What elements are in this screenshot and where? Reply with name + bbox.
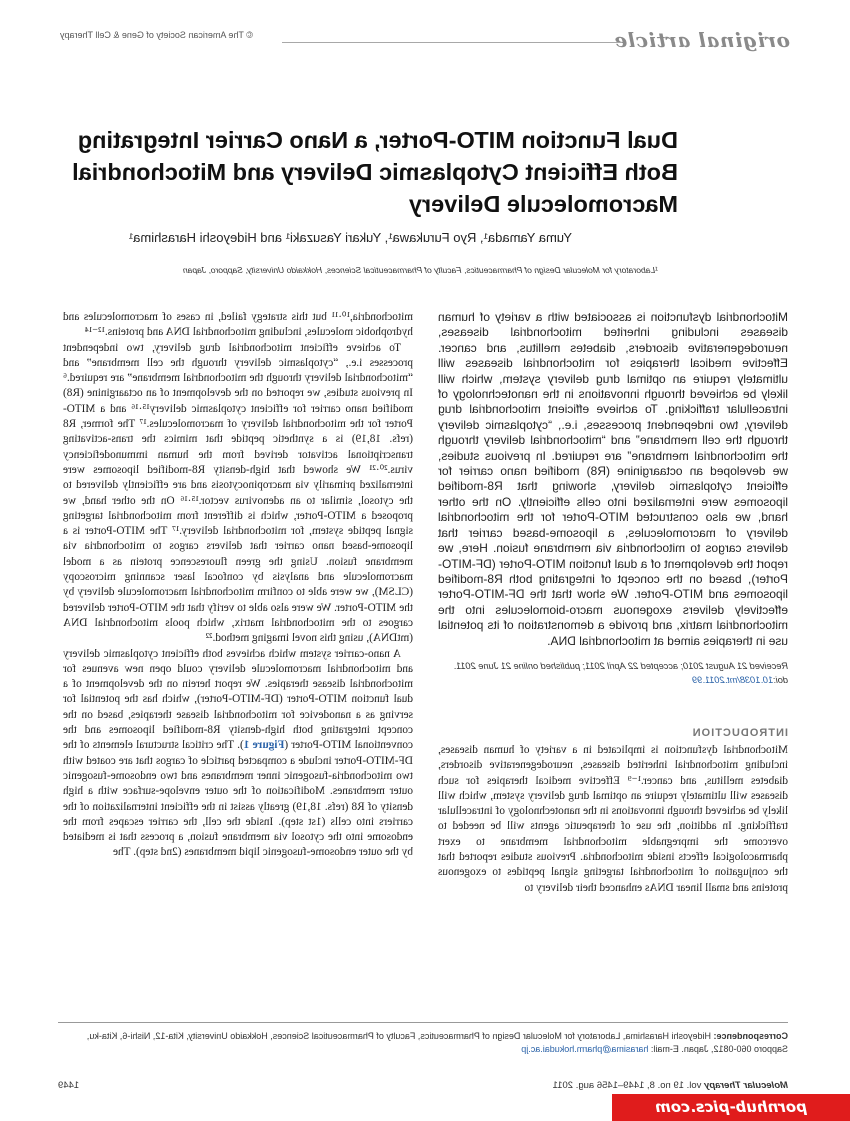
introduction-heading: INTRODUCTION [691,726,788,739]
journal-issue: vol. 19 no. 8, 1449–1456 aug. 2011 [552,1080,702,1091]
watermark-banner: pornhub-pics.com [612,1094,850,1121]
footnote-divider [58,1022,788,1023]
journal-name: Molecular Therapy [704,1080,788,1091]
body-paragraph: mitochondria,¹⁰·¹¹ but this strategy failed, in cases of macromolecules and hydrophobic molecules, including mitochondrial DNA and proteins.¹²⁻¹⁴ [63,311,413,339]
page-number: 1449 [58,1080,80,1091]
page-header [60,28,790,52]
right-column [63,310,413,861]
received-dates [438,659,788,687]
copyright-notice: © The American Society of Gene & Cell Therapy [60,30,253,40]
correspondence-label: Correspondence: [713,1031,788,1041]
abstract-text: Mitochondrial dysfunction is associated with a variety of human diseases including inherited mitochondrial diseases, neurodegenerative disorders, diabetes mellitus, and cancer. Effective medical therapies for mitochondrial diseases will ultimately require an optimal drug delivery system, which will likely be achieved through innovations in the nanotechnology of intracellular trafficking. To achieve efficient mitochondrial drug delivery, two independent processes, i.e., “cytoplasmic delivery through the cell membrane” and “mitochondrial delivery through the mitochondrial membrane” are required. In previous studies, we developed an octaarginine (R8) modified nano carrier for efficient cytoplasmic delivery, showing that R8-modified liposomes were internalized into cells efficiently. On the other hand, we also constructed MITO-Porter for the mitochondrial delivery of macromolecules, a liposome-based carrier that delivers cargos to mitochondria via membrane fusion. Here, we report the development of a dual function MITO-Porter (DF-MITO-Porter), based on the concept of integrating both R8-modified liposomes and MITO-Porter. We show that the DF-MITO-Porter effectively delivers exogenous macro-biomolecules into the mitochondrial matrix, and provide a demonstration of its potential use in therapies aimed at mitochondrial DNA. [438,310,788,648]
author-affiliation: ¹Laboratory for Molecular Design of Pharmaceutics, Faculty of Pharmaceutical Sciences, Hokkaido University, Sapporo, Japan [182,265,658,275]
body-text-segment: ). The critical structural elements of the DF-MITO-Porter include a compacted particle of cargos that are coated with two mitochondria-fusogenic inner membranes and two endosome-fusogenic outer membranes. Modification of the outer envelope-surface with a high density of R8 (refs. 18,19) greatly assist in the efficient internalization of the carriers into cells (1st step). Inside the cell, the carrier escapes from the endosome into the cytosol via membrane fusion, a process that is mediated by the outer endosome-fusogenic lipid membranes (2nd step). The [63,739,413,859]
correspondence-note [58,1030,788,1055]
author-list: Yuma Yamada¹, Ryo Furukawa¹, Yukari Yasuzaki¹ and Hideyoshi Harashima¹ [128,230,572,245]
body-paragraph [63,647,413,861]
received-text: Received 21 August 2010; accepted 22 April 2011; published online 21 June 2011. doi: [453,660,788,685]
section-label: original article [614,28,790,52]
body-paragraph: To achieve efficient mitochondrial drug delivery, two independent processes i.e., “cytoplasmic delivery through the cell membrane” and “mitochondrial delivery through the mitochondrial membrane” are required.⁶ In previous studies, we reported on the development of an octaarginine (R8) modified nano carrier for efficient cytoplasmic delivery¹⁵·¹⁶ and a MITO-Porter for the mitochondrial delivery of macromolecules.¹⁷ The former, R8 (refs. 18,19) is a synthetic peptide that mimics the trans-activating transcriptional activator derived from the human immunodeficiency virus.²⁰·²¹ We showed that high-density R8-modified liposomes were internalized primarily via macropinocytosis and are efficiently delivered to the cytosol, similar to an adenovirus vector.¹⁵·¹⁶ On the other hand, we proposed a MITO-Porter, which is different from mitochondrial targeting signal peptide system, for mitochondrial delivery.¹⁷ The MITO-Porter is a liposome-based nano carrier that delivers cargos to mitochondria via membrane fusion. Using the green fluorescence protein as a model macromolecule and analysis by confocal laser scanning microscopy (CLSM), we were able to confirm mitochondrial macromolecule delivery by the MITO-Porter. We were also able to verify that the MITO-Porter delivered cargoes to the mitochondrial matrix, which pools mitochondrial DNA (mtDNA), using this novel imaging method.²² [63,341,413,645]
header-rule [282,42,622,43]
left-column [438,310,788,896]
body-text-segment: A nano-carrier system which achieves both efficient cytoplasmic delivery and mitochondrial macromolecule delivery could open new avenues for mitochondrial disease therapies. We report herein on the development of a dual function MITO-Porter (DF-MITO-Porter), which has the potential for serving as a nanodevice for mitochondrial disease therapies, based on the concept integrating both high-density R8-modified liposomes and the conventional MITO-Porter ( [63,647,413,752]
correspondence-text: Hideyoshi Harashima, Laboratory for Molecular Design of Pharmaceutics, Faculty of Pharmaceutical Sciences, Hokkaido University, Kita-12, Nishi-6, Kita-ku, Sapporo 060-0812, Japan. E-mail: [86,1031,788,1054]
figure-link[interactable]: Figure 1 [243,739,285,752]
journal-info [553,1080,788,1091]
introduction-text: Mitochondrial dysfunction is implicated in a variety of human diseases, including mitochondrial inherited diseases, neurodegenerative disorders, diabetes mellitus, and cancer.¹⁻⁹ Effective medical therapies for such diseases will ultimately require an optimal drug delivery system, which will likely be achieved through innovations in the nanotechnology of intracellular trafficking. In addition, the use of therapeutic agents will be needed to overcome the impregnable mitochondrial membrane to exert pharmacological effects inside mitochondria. Previous studies reported that the conjugation of mitochondrial targeting signal peptides to exogenous proteins and small linear DNAs enhanced their delivery to [438,743,788,894]
email-link[interactable]: harasima@pharm.hokudai.ac.jp [521,1043,649,1054]
doi-link[interactable]: 10.1038/mt.2011.99 [692,674,774,685]
article-title: Dual Function MITO-Porter, a Nano Carrier Integrating Both Efficient Cytoplasmic Delivery and Mitochondrial Macromolecule Delivery [72,127,678,217]
